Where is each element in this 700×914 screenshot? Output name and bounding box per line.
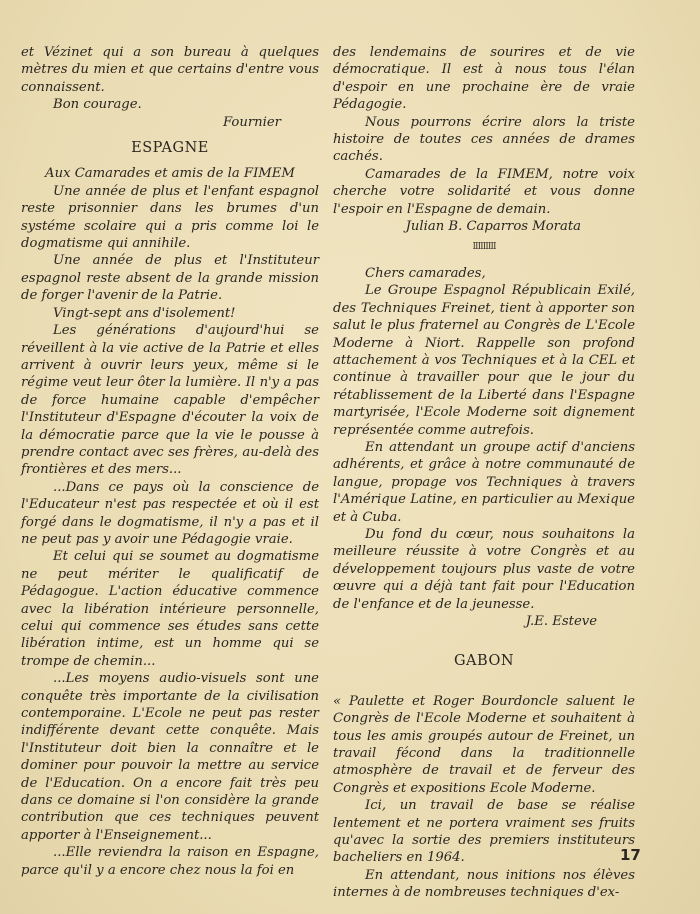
spacer xyxy=(333,630,635,644)
paragraph: Les générations d'aujourd'hui se réveillent à la vie active de la Patrie et elles arrivent à ouvrir leurs yeux, même si le régime veut leur ôter la lumière. Il n'y a pas de force humaine capable d'empêcher l'Instituteur d'Espagne d'écouter la voix de la démocratie parce que la vie le pousse à prendre contact avec ses frères, au-delà des frontières et des mers... xyxy=(21,323,319,478)
paragraph: des lendemains de sourires et de vie démocratique. Il est à nous tous l'élan d'espoir en une prochaine ère de vraie Pédagogie. xyxy=(333,45,635,113)
paragraph: Et celui qui se soumet au dogmatisme ne peut mériter le qualificatif de Pédagogue. L'action éducative commence avec la libération intérieure personnelle, celui qui commence ses études sans cette libération intime, est un homme qui se trompe de chemin... xyxy=(21,549,319,669)
left-column xyxy=(21,44,319,879)
right-column xyxy=(333,44,635,902)
paragraph: Le Groupe Espagnol Républicain Exilé, des Techniques Freinet, tient à apporter son salut le plus fraternel au Congrès de L'Ecole Moderne à Niort. Rappelle son profond attachement à vos Techniques et à la CEL et continue à travailler pour que le jour du rétablissement de la Liberté dans l'Espagne martyrisée, l'Ecole Moderne soit dignement représentée comme autrefois. xyxy=(333,283,635,438)
paragraph: En attendant un groupe actif d'anciens adhérents, et grâce à notre communauté de langue, propage vos Techniques à travers l'Amérique Latine, en particulier au Mexique et à Cuba. xyxy=(333,439,635,525)
paragraph: et Vézinet qui a son bureau à quelques mètres du mien et que certains d'entre vous connaissent. xyxy=(21,45,319,95)
spacer xyxy=(333,679,635,693)
paragraph: Ici, un travail de base se réalise lentement et ne portera vraiment ses fruits qu'avec la sortie des premiers instituteurs bacheliers en 1964. xyxy=(333,798,635,866)
paragraph: En attendant, nous initions nos élèves internes à de nombreuses techniques d'ex- xyxy=(333,867,635,901)
paragraph: « Paulette et Roger Bourdoncle saluent le Congrès de l'Ecole Moderne et souhaitent à tous les amis groupés autour de Freinet, un travail fécond dans la traditionnelle atmosphère de travail et de ferveur des Congrès et expositions Ecole Moderne. xyxy=(333,693,635,796)
signature: Fournier xyxy=(223,114,281,130)
paragraph: Bon courage. xyxy=(53,97,142,113)
section-heading-espagne: ESPAGNE xyxy=(131,140,209,157)
signature: J.E. Esteve xyxy=(525,614,597,629)
paragraph: Camarades de la FIMEM, notre voix cherche votre solidarité et vous donne l'espoir en l'Espagne de demain. xyxy=(333,166,635,217)
paragraph: ...Elle reviendra la raison en Espagne, parce qu'il y a encore chez nous la foi en xyxy=(21,845,319,878)
separator-ornament: IIIIIIIII xyxy=(472,242,496,253)
paragraph: Nous pourrons écrire alors la triste histoire de toutes ces années de drames cachés. xyxy=(333,114,635,165)
letter-subtitle: Aux Camarades et amis de la FIMEM xyxy=(45,166,295,182)
section-heading-gabon: GABON xyxy=(453,653,515,670)
salutation: Chers camarades, xyxy=(365,265,486,281)
paragraph: Une année de plus et l'enfant espagnol reste prisonnier dans les brumes d'un systéme scolaire qui a pris comme loi le dogmatisme qui annihile. xyxy=(21,183,319,252)
paragraph: ...Dans ce pays où la conscience de l'Educateur n'est pas respectée et où il est forgé dans le dogmatisme, il n'y a pas et il ne peut pas y avoir une Pédagogie vraie. xyxy=(21,479,319,547)
paragraph: Une année de plus et l'Instituteur espagnol reste absent de la grande mission de forger l'avenir de la Patrie. xyxy=(21,253,319,304)
page-number: 17 xyxy=(620,846,641,864)
paragraph: ...Les moyens audio-visuels sont une conquête très importante de la civilisation contemporaine. L'Ecole ne peut pas rester indifférente devant cette conquête. Mais l'Instituteur doit bien la connaître et le dominer pour pouvoir la mettre au service de l'Education. On a encore fait très peu dans ce domaine si l'on considère la grande contribution que ces techniques peuvent apporter à l'Enseignement... xyxy=(21,671,319,843)
signature: Julian B. Caparros Morata xyxy=(405,219,581,235)
paragraph: Vingt-sept ans d'isolement! xyxy=(53,305,236,321)
paragraph: Du fond du cœur, nous souhaitons la meilleure réussite à votre Congrès et au développement toujours plus vaste de votre œuvre qui a déjà tant fait pour l'Education de l'enfance et de la jeunesse. xyxy=(333,526,635,612)
